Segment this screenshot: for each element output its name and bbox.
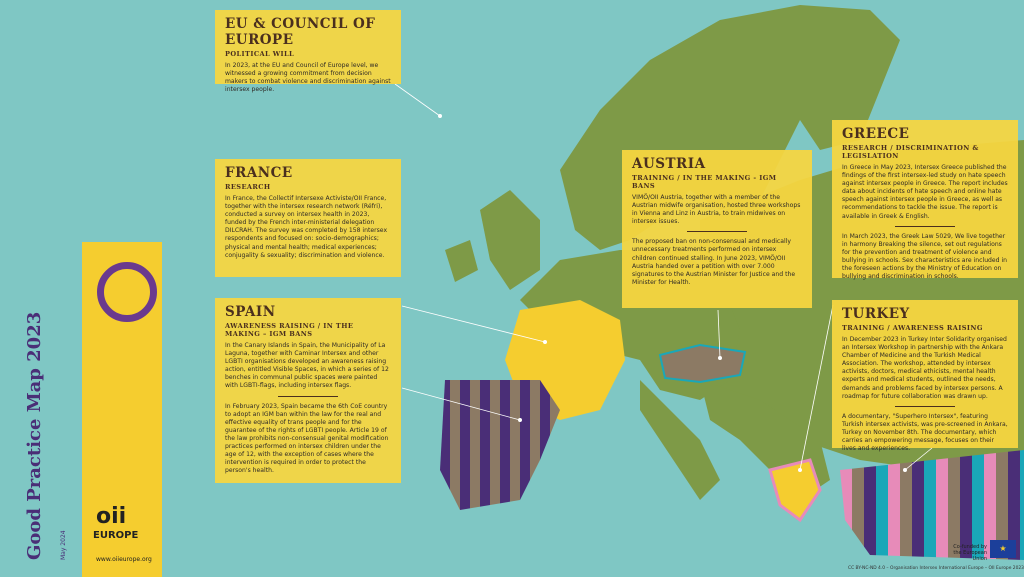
austria-title: AUSTRIA: [632, 156, 706, 172]
eu-title: EU & COUNCIL OF EUROPE: [225, 16, 376, 48]
uk: [480, 190, 540, 290]
france-category: RESEARCH: [225, 183, 271, 191]
greece-text-1: In Greece in May 2023, Intersex Greece published the findings of the first intersex-led study on hate speech against intersex people in Greece. The report includes data about incidents of hate speech and online hate speech against intersex people in Greece, as well as recommendations to tackle the issue. The report is available in Greek & English.: [842, 164, 1008, 220]
france-title: FRANCE: [225, 165, 293, 181]
greece-box: [832, 120, 1018, 281]
spain-box: [215, 298, 401, 483]
greece-title: GREECE: [842, 126, 910, 142]
divider: [895, 226, 955, 227]
greece-text-2: In March 2023, the Greek Law 5029, We live together in harmony Breaking the silence, set out regulations for the prevention and treatment of violence and bullying in schools. Sex characteristics are included in the foreseen actions by the Ministry of Education on bullying and discrimination in schools.: [842, 232, 1008, 281]
page-title: Good Practice Map 2023: [24, 311, 45, 560]
spain-category: AWARENESS RAISING / IN THE MAKING – IGM BANS: [225, 322, 354, 338]
oii-logo-sub: EUROPE: [93, 530, 139, 541]
austria-text-2: The proposed ban on non-consensual and medically unnecessary treatments performed on intersex children continued stalling. In June 2023, VIMÖ/OII Austria handed over a petition with over 7.000 signatures to the Austrian Minister for Justice and the Minister for Health.: [632, 238, 796, 286]
ireland: [445, 240, 478, 282]
eu-flag-icon: ★: [990, 540, 1016, 558]
divider: [895, 406, 955, 407]
eu-category: POLITICAL WILL: [225, 50, 295, 58]
cofunded-label: Co-funded by the European Union: [953, 544, 987, 562]
eu-box: [215, 10, 401, 94]
credit-line: CC BY-NC-ND 4.0 – Organisation Intersex International Europe – OII Europe 2023: [848, 566, 1024, 571]
austria-box: [622, 150, 812, 308]
oii-logo: oii: [96, 504, 127, 529]
divider: [278, 396, 338, 397]
website-link[interactable]: www.oiieurope.org: [96, 556, 152, 563]
eu-text: In 2023, at the EU and Council of Europe level, we witnessed a growing commitment from decision makers to combat violence and discrimination against intersex people.: [225, 62, 391, 94]
page-date: May 2024: [60, 530, 67, 560]
turkey-text-1: In December 2023 in Turkey Inter Solidarity organised an Intersex Workshop in partnership with the Ankara Chamber of Medicine and the Turkish Medical Association. The workshop, attended by intersex activists, doctors, medical ethicists, mental health experts and medical students, outlined the needs, demands and problems faced by intersex persons. A roadmap for future collaboration was drawn up.: [842, 336, 1007, 400]
turkey-title: TURKEY: [842, 306, 910, 322]
spain-text-2: In February 2023, Spain became the 6th CoE country to adopt an IGM ban within the law for the real and effective equality of trans people and for the guarantee of the rights of LGBTI people. Article 19 of the law prohibits non-consensual genital modification practices performed on intersex children under the age of 12, with the exception of cases where the intervention is required in order to protect the person's health.: [225, 402, 389, 475]
intersex-ring-icon: [97, 262, 157, 322]
turkey-box: [832, 300, 1018, 453]
spain-title: SPAIN: [225, 304, 276, 320]
france-box: [215, 159, 401, 277]
greece-shape: [770, 460, 820, 520]
greece-category: RESEARCH / DISCRIMINATION & LEGISLATION: [842, 144, 979, 160]
austria-text-1: VIMÖ/OII Austria, together with a member of the Austrian midwife organisation, hosted three workshops in Vienna and Linz in Austria, to train midwives on intersex issues.: [632, 194, 801, 226]
divider: [687, 231, 747, 232]
turkey-category: TRAINING / AWARENESS RAISING: [842, 324, 983, 332]
austria-category: TRAINING / IN THE MAKING - IGM BANS: [632, 174, 777, 190]
spain-shape: [440, 380, 560, 510]
france-text: In France, the Collectif Intersexe Activiste/OII France, together with the intersex research network (Réfri), conducted a survey on intersex health in 2023, funded by the French inter-ministerial delegation DILCRAH. The survey was completed by 158 intersex respondents and focused on: socio-demographics; physical and mental health; medical experiences; conjugality & sexuality; discrimination and violence.: [225, 195, 388, 259]
turkey-text-2: A documentary, "Superhero Intersex", featuring Turkish intersex activists, was pre-screened in Ankara, Turkey on November 8th. The documentary, which carries an empowering message, focuses on their lives and experiences.: [842, 412, 1008, 453]
spain-text-1: In the Canary Islands in Spain, the Municipality of La Laguna, together with Caminar Intersex and other LGBTI organisations developed an awareness raising action, entitled Visible Spaces, in which a series of 12 benches in communal public spaces were painted with LGBTI-flags, including intersex flags.: [225, 342, 389, 390]
